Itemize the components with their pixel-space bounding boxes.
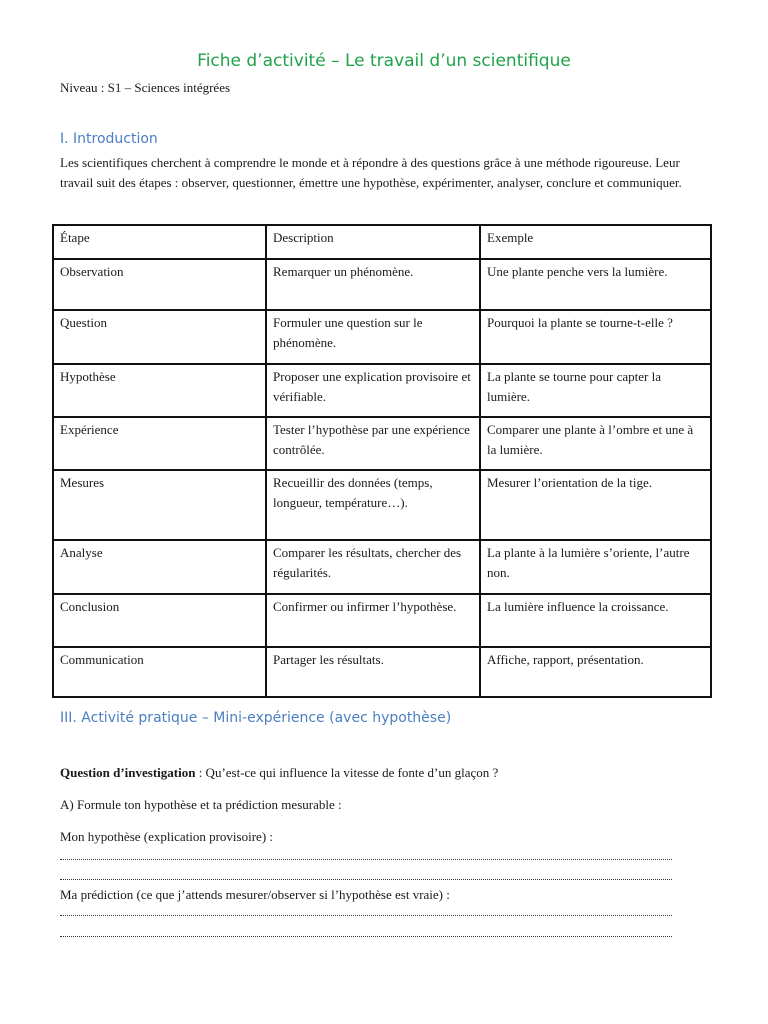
table-cell-exemple: Pourquoi la plante se tourne-t-elle ? [480,310,711,364]
table-cell-description: Remarquer un phénomène. [266,259,480,310]
question-label: Question d’investigation [60,765,196,780]
table-row [53,647,711,697]
prediction-answer-line-1[interactable] [60,915,672,916]
table-cell-exemple: La plante se tourne pour capter la lumière. [480,364,711,417]
table-cell-exemple: Affiche, rapport, présentation. [480,647,711,697]
table-row [53,470,711,540]
hypothesis-label: Mon hypothèse (explication provisoire) : [60,829,274,844]
prediction-label: Ma prédiction (ce que j’attends mesurer/observer si l’hypothèse est vraie) : [60,887,450,902]
table-cell-etape: Hypothèse [53,364,266,417]
hypothesis-answer-line-2[interactable] [60,879,672,880]
table-cell-etape: Observation [53,259,266,310]
table-cell-etape: Expérience [53,417,266,470]
prompt-a: A) Formule ton hypothèse et ta prédiction mesurable : [60,797,342,812]
table-cell-description: Confirmer ou infirmer l’hypothèse. [266,594,480,647]
table-cell-exemple: La plante à la lumière s’oriente, l’autre non. [480,540,711,594]
page-title: Fiche d’activité – Le travail d’un scientifique [197,51,571,71]
table-cell-description: Comparer les résultats, chercher des régularités. [266,540,480,594]
table-cell-description: Recueillir des données (temps, longueur, température…). [266,470,480,540]
table-cell-exemple: Une plante penche vers la lumière. [480,259,711,310]
table-row [53,594,711,647]
prediction-answer-line-2[interactable] [60,936,672,937]
table-cell-description: Tester l’hypothèse par une expérience contrôlée. [266,417,480,470]
question-text: : Qu’est-ce qui influence la vitesse de fonte d’un glaçon ? [195,765,499,780]
table-cell-etape: Communication [53,647,266,697]
level-line: Niveau : S1 – Sciences intégrées [60,80,231,95]
table-cell-exemple: Comparer une plante à l’ombre et une à la lumière. [480,417,711,470]
table-cell-description: Formuler une question sur le phénomène. [266,310,480,364]
table-row [53,310,711,364]
table-cell-exemple: La lumière influence la croissance. [480,594,711,647]
table-cell-etape: Mesures [53,470,266,540]
table-header-cell: Étape [53,225,266,259]
section-heading-activity: III. Activité pratique – Mini-expérience (avec hypothèse) [60,710,452,726]
table-cell-description: Proposer une explication provisoire et vérifiable. [266,364,480,417]
table-cell-etape: Question [53,310,266,364]
table-cell-etape: Conclusion [53,594,266,647]
table-header-row [53,225,711,259]
section-heading-introduction: I. Introduction [60,131,158,147]
table-row [53,417,711,470]
table-cell-description: Partager les résultats. [266,647,480,697]
hypothesis-answer-line-1[interactable] [60,859,672,860]
table-header-cell: Description [266,225,480,259]
investigation-question [60,765,498,781]
table-header-cell: Exemple [480,225,711,259]
steps-table [52,224,712,698]
table-row [53,540,711,594]
intro-paragraph: Les scientifiques cherchent à comprendre le monde et à répondre à des questions grâce à une méthode rigoureuse. Leur travail suit des étapes : observer, questionner, émettre une hypothèse, expérimenter, analyser, conclure et communiquer. [60,155,682,190]
table-row [53,259,711,310]
table-cell-exemple: Mesurer l’orientation de la tige. [480,470,711,540]
table-row [53,364,711,417]
table-cell-etape: Analyse [53,540,266,594]
